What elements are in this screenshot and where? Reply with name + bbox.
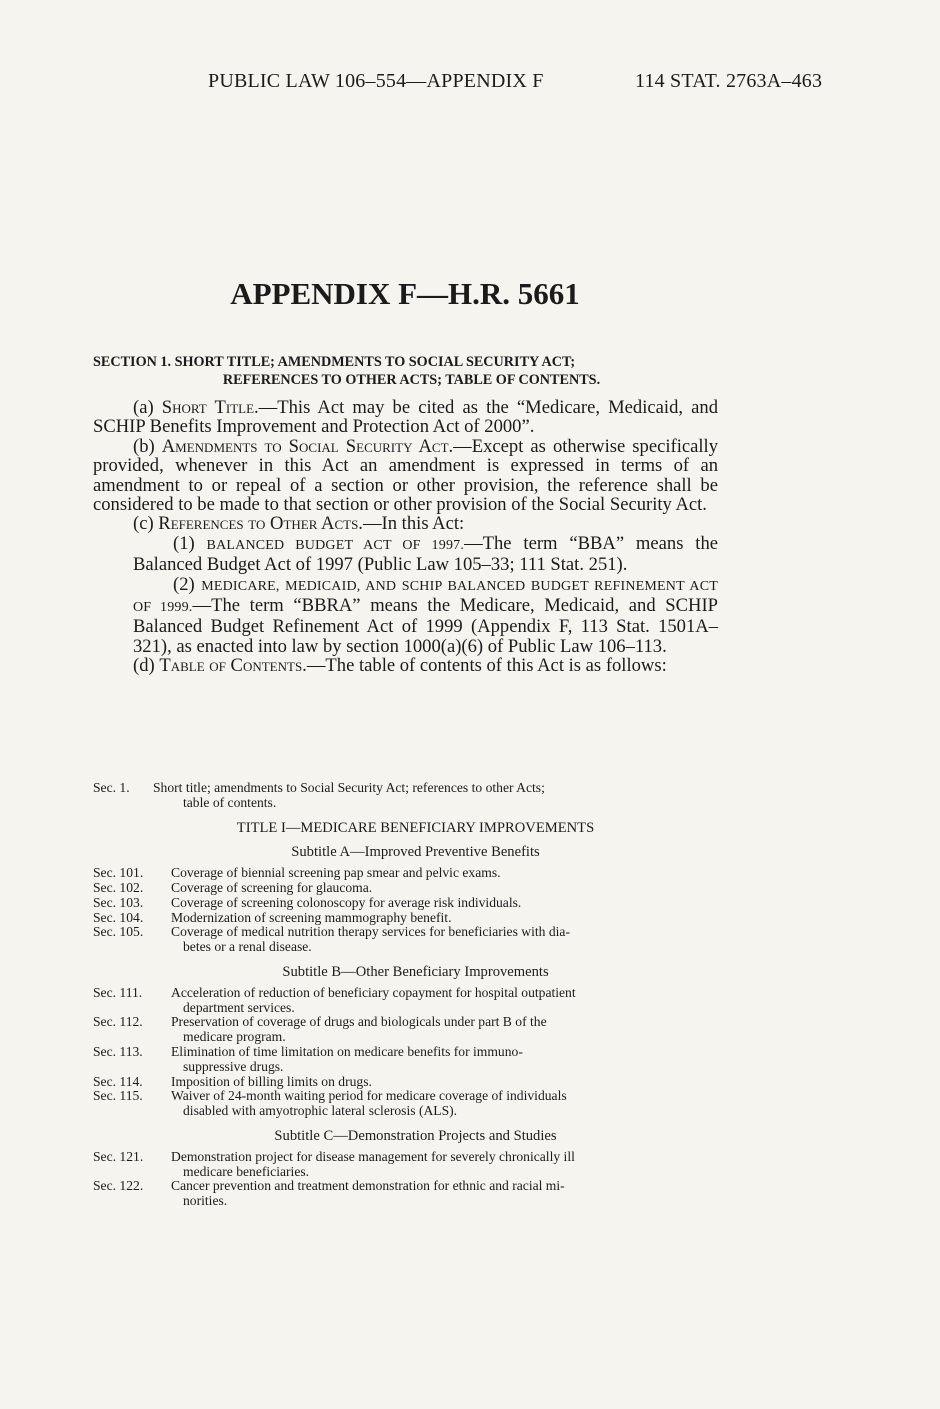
toc-entry bbox=[93, 866, 718, 881]
toc-subtitle-a-list bbox=[93, 866, 718, 955]
toc-entry-text bbox=[171, 866, 718, 881]
toc-entry-number: Sec. 101. bbox=[93, 865, 144, 881]
toc-entry-number: Sec. 122. bbox=[93, 1178, 144, 1194]
toc-entry-line1: Demonstration project for disease management for severely chronically ill bbox=[171, 1148, 575, 1164]
toc-entry-line2: department services. bbox=[183, 999, 295, 1015]
toc-entry-line1: Elimination of time limitation on medicare benefits for immuno- bbox=[171, 1043, 523, 1059]
toc-entry bbox=[93, 881, 718, 896]
paragraph-d bbox=[93, 656, 718, 675]
toc-entry bbox=[93, 1089, 718, 1119]
toc-entry-number: Sec. 103. bbox=[93, 894, 144, 910]
toc-entry-number: Sec. 111. bbox=[93, 984, 143, 1000]
paragraph-c1-caption: BALANCED BUDGET ACT OF 1997. bbox=[206, 537, 465, 553]
paragraph-c1-label: (1) bbox=[173, 532, 207, 554]
toc-entry-line2: betes or a renal disease. bbox=[183, 939, 312, 955]
toc-entry-line2: medicare program. bbox=[183, 1029, 286, 1045]
toc-entry-number: Sec. 102. bbox=[93, 879, 144, 895]
toc-entry bbox=[93, 896, 718, 911]
paragraph-b bbox=[93, 437, 718, 515]
toc-entry-number: Sec. 104. bbox=[93, 909, 144, 925]
toc-entry-text bbox=[171, 925, 718, 955]
toc-subtitle-a: Subtitle A—Improved Preventive Benefits bbox=[291, 844, 540, 861]
toc-entry-line1: Coverage of medical nutrition therapy services for beneficiaries with dia- bbox=[171, 924, 570, 940]
paragraph-b-text: —Except as otherwise specifically provided, whenever in this Act an amendment is expressed in terms of an amendment to or repeal of a section or other provision, the reference shall be considered to be made to that section or other provision of the Social Security Act. bbox=[93, 435, 718, 516]
toc-entry bbox=[93, 781, 718, 811]
paragraph-d-label: (d) bbox=[133, 655, 160, 677]
running-head-right: 114 STAT. 2763A–463 bbox=[635, 70, 823, 92]
toc-entry-text bbox=[171, 881, 718, 896]
toc-entry-text bbox=[171, 896, 718, 911]
page-title bbox=[0, 276, 810, 312]
section-heading-line2: REFERENCES TO OTHER ACTS; TABLE OF CONTENTS. bbox=[222, 372, 601, 388]
toc-subtitle-c: Subtitle C—Demonstration Projects and Studies bbox=[274, 1127, 557, 1144]
toc-entry-line1: Coverage of biennial screening pap smear and pelvic exams. bbox=[171, 865, 501, 881]
paragraph-d-text: —The table of contents of this Act is as follows: bbox=[306, 655, 667, 677]
paragraph-c2-label: (2) bbox=[173, 573, 202, 595]
toc-entry-text bbox=[153, 781, 718, 811]
toc-entry-line2: table of contents. bbox=[183, 794, 277, 810]
section-heading bbox=[93, 353, 718, 389]
toc-entry-line1: Acceleration of reduction of beneficiary copayment for hospital outpatient bbox=[171, 984, 576, 1000]
toc-entry-line1: Cancer prevention and treatment demonstration for ethnic and racial mi- bbox=[171, 1178, 565, 1194]
toc-entry-line2: medicare beneficiaries. bbox=[183, 1163, 310, 1179]
paragraph-c1 bbox=[93, 534, 718, 575]
toc-entry-line2: norities. bbox=[183, 1193, 228, 1209]
paragraph-c2-text: —The term “BBRA” means the Medicare, Medicaid, and SCHIP Balanced Budget Refinement Act of 1999 (Appendix F, 113 Stat. 1501A–321), as enacted into law by section 1000(a)(6) of Public Law 106–113. bbox=[133, 595, 718, 657]
toc-entry bbox=[93, 1045, 718, 1075]
toc-entry-number: Sec. 113. bbox=[93, 1043, 143, 1059]
paragraph-a-label: (a) bbox=[133, 397, 162, 418]
toc-entry-line1: Short title; amendments to Social Security Act; references to other Acts; bbox=[153, 780, 545, 795]
toc-entry-line1: Imposition of billing limits on drugs. bbox=[171, 1073, 372, 1089]
paragraph-a bbox=[93, 398, 718, 437]
toc-entry bbox=[93, 911, 718, 926]
running-head-left: PUBLIC LAW 106–554—APPENDIX F bbox=[208, 70, 544, 92]
toc-entry-line1: Modernization of screening mammography benefit. bbox=[171, 909, 452, 925]
section-body bbox=[93, 398, 718, 676]
paragraph-c-label: (c) bbox=[133, 513, 159, 535]
paragraph-a-caption: Short Title. bbox=[161, 397, 259, 418]
toc-entry-text bbox=[171, 1150, 718, 1180]
paragraph-b-label: (b) bbox=[133, 435, 162, 457]
paragraph-c-text: —In this Act: bbox=[362, 513, 465, 535]
toc-entry bbox=[93, 925, 718, 955]
toc-entry-line2: suppressive drugs. bbox=[183, 1058, 284, 1074]
paragraph-d-caption: Table of Contents. bbox=[159, 655, 307, 677]
paragraph-c2 bbox=[93, 575, 718, 657]
toc-subtitle-c-list bbox=[93, 1150, 718, 1209]
toc-entry-text bbox=[171, 986, 718, 1016]
running-head bbox=[208, 70, 858, 93]
toc-entry-number: Sec. 105. bbox=[93, 924, 144, 940]
toc-entry-line1: Preservation of coverage of drugs and biologicals under part B of the bbox=[171, 1014, 547, 1030]
page-title-text: APPENDIX F—H.R. 5661 bbox=[230, 276, 580, 311]
toc-entry-number: Sec. 1. bbox=[93, 780, 130, 795]
toc-entry bbox=[93, 1075, 718, 1090]
paragraph-a-text: —This Act may be cited as the “Medicare, Medicaid, and SCHIP Benefits Improvement and Protection Act of 2000”. bbox=[93, 397, 718, 438]
paragraph-c1-text: —The term “BBA” means the Balanced Budget Act of 1997 (Public Law 105–33; 111 Stat. 251). bbox=[133, 532, 718, 576]
toc-entry-text bbox=[171, 1015, 718, 1045]
table-of-contents bbox=[93, 781, 718, 1209]
toc-entry-number: Sec. 121. bbox=[93, 1148, 144, 1164]
toc-entry-text bbox=[171, 1045, 718, 1075]
toc-subtitle-b: Subtitle B—Other Beneficiary Improvements bbox=[282, 963, 549, 980]
section-heading-line1: SECTION 1. SHORT TITLE; AMENDMENTS TO SOCIAL SECURITY ACT; bbox=[93, 354, 576, 370]
toc-entry bbox=[93, 1150, 718, 1180]
toc-entry-text bbox=[171, 1179, 718, 1209]
toc-entry-line1: Coverage of screening colonoscopy for average risk individuals. bbox=[171, 894, 522, 910]
toc-entry bbox=[93, 986, 718, 1016]
paragraph-b-caption: Amendments to Social Security Act. bbox=[161, 435, 454, 457]
toc-entry-text bbox=[171, 911, 718, 926]
toc-entry-line1: Waiver of 24-month waiting period for medicare coverage of individuals bbox=[171, 1088, 567, 1104]
toc-entry-line2: disabled with amyotrophic lateral sclerosis (ALS). bbox=[183, 1103, 458, 1119]
toc-entry bbox=[93, 1015, 718, 1045]
toc-entry-number: Sec. 115. bbox=[93, 1088, 143, 1104]
toc-entry-number: Sec. 112. bbox=[93, 1014, 143, 1030]
toc-entry-text bbox=[171, 1089, 718, 1119]
toc-subtitle-b-list bbox=[93, 986, 718, 1119]
toc-entry-line1: Coverage of screening for glaucoma. bbox=[171, 879, 373, 895]
paragraph-c2-caption: MEDICARE, MEDICAID, AND SCHIP BALANCED BUDGET REFINEMENT ACT OF 1999. bbox=[133, 578, 718, 616]
toc-entry-text bbox=[171, 1075, 718, 1090]
paragraph-c-caption: References to Other Acts. bbox=[158, 513, 363, 535]
toc-entry-number: Sec. 114. bbox=[93, 1073, 143, 1089]
paragraph-c bbox=[93, 514, 718, 533]
toc-entry bbox=[93, 1179, 718, 1209]
toc-title-1: TITLE I—MEDICARE BENEFICIARY IMPROVEMENTS bbox=[236, 819, 595, 836]
